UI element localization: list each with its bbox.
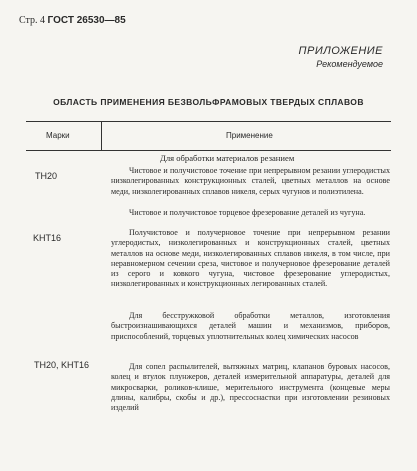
grade-label: KHT16 — [33, 233, 62, 243]
application-paragraph: Чистовое и получистовое торцевое фрезерование деталей из чугуна. — [129, 208, 366, 217]
table-header-rule — [26, 150, 391, 151]
application-paragraph: Для сопел распылителей, вытяжных матриц, клапанов буровых насосов, колец и втулок плунжеров, деталей измерительной аппаратуры, деталей для микросварки, роликов-клише, мерительного инструмента (концевые меры длины, калибры, скобы и др.), прессоснастки при изготовлении резиновых изделий — [111, 362, 390, 413]
appendix-title: ПРИЛОЖЕНИЕ — [298, 45, 383, 57]
section-title: Для обработки материалов резанием — [160, 153, 295, 163]
page-header — [19, 15, 126, 26]
document-title: ОБЛАСТЬ ПРИМЕНЕНИЯ БЕЗВОЛЬФРАМОВЫХ ТВЕРДЫХ СПЛАВОВ — [53, 97, 364, 107]
grade-label: TH20, KHT16 — [34, 360, 90, 370]
appendix-block — [299, 45, 383, 69]
appendix-subtitle: Рекомендуемое — [316, 59, 383, 69]
column-header-application: Применение — [226, 131, 273, 140]
grade-label: TH20 — [35, 171, 58, 181]
application-paragraph: Чистовое и получистовое точение при непрерывном резании углеродистых низколегированных конструкционных сталей, цветных металлов на основе меди, низколегированных сплавов никеля, серых чугунов и полиэтилена. — [111, 166, 390, 196]
table-column-divider — [101, 121, 102, 150]
application-paragraph: Для бесстружковой обработки металлов, изготовления быстроизнашивающихся деталей машин и механизмов, приборов, приспособлений, торцевых уплотнительных колец химических насосов — [111, 311, 390, 341]
page-number: Стр. 4 — [19, 15, 46, 26]
application-paragraph: Получистовое и получерновое точение при непрерывном резании углеродистых, низколегированных и конструкционных сталей, цветных металлов на основе меди, низколегированных сплавов никеля, в том числе, при неравномерном сечении среза, чистовое и получерновое фрезерование деталей из серого и ковкого чугуна, чистовое фрезерование углеродистых, низколегированных и конструкционных легированных сталей. — [111, 228, 390, 289]
table-top-rule — [26, 121, 391, 122]
standard-number: ГОСТ 26530—85 — [47, 15, 126, 26]
column-header-grades: Марки — [46, 131, 70, 140]
